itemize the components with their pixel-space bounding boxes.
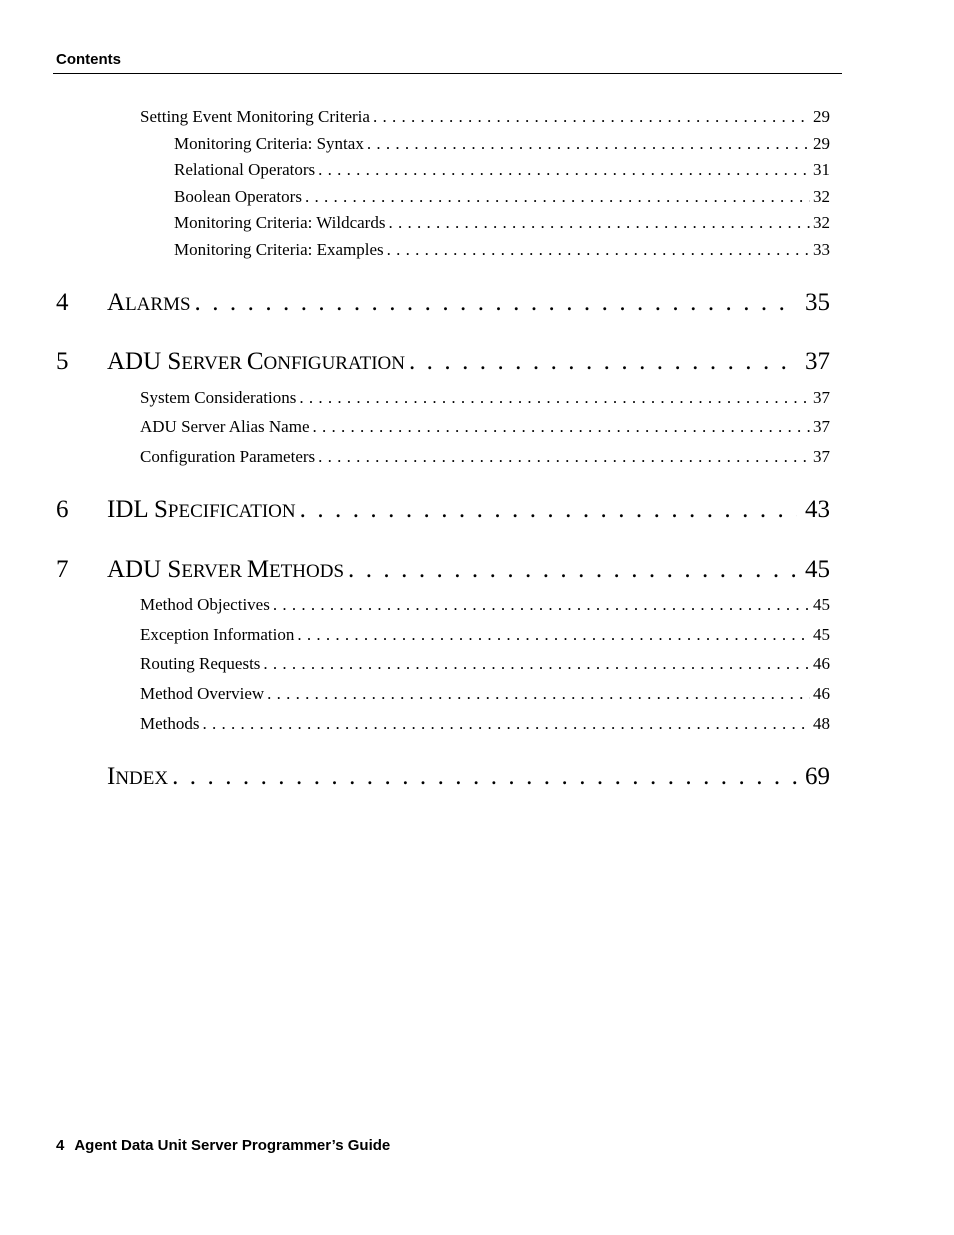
toc-entry-page: 46 <box>813 684 830 703</box>
title-part: ETHODS <box>269 561 345 582</box>
dot-leader <box>299 388 810 408</box>
chapter-number: 7 <box>56 556 69 583</box>
toc-entry-title: Monitoring Criteria: Examples <box>174 240 384 259</box>
toc-entry-page: 29 <box>813 107 830 126</box>
title-part: IDL S <box>107 496 168 523</box>
toc-entry-page: 29 <box>813 134 830 153</box>
dot-leader <box>388 213 810 233</box>
toc-entry-title: ADU Server Alias Name <box>140 417 310 436</box>
toc-chapter-adu-server-methods[interactable] <box>107 556 830 584</box>
title-part: I <box>107 763 116 790</box>
toc-entry-title: Configuration Parameters <box>140 447 316 466</box>
toc-entry-title: Relational Operators <box>174 160 316 179</box>
title-part: ADU S <box>107 348 182 375</box>
toc-entry-monitoring-criteria-wildcards[interactable] <box>174 213 830 233</box>
toc-entry-monitoring-criteria-syntax[interactable] <box>174 134 830 154</box>
toc-entry-title: Method Objectives <box>140 595 270 614</box>
toc-entry-page: 45 <box>813 595 830 614</box>
chapter-number: 5 <box>56 348 69 375</box>
toc-entry-title: Method Overview <box>140 684 265 703</box>
dot-leader <box>267 684 810 704</box>
toc-chapter-page: 35 <box>805 289 830 316</box>
dot-leader <box>300 496 797 524</box>
toc-chapter-title <box>107 763 168 791</box>
dot-leader <box>318 447 810 467</box>
toc-chapter-idl-specification[interactable] <box>107 496 830 524</box>
toc-entry-page: 32 <box>813 187 830 206</box>
dot-leader <box>373 107 810 127</box>
dot-leader <box>263 654 810 674</box>
toc-entry-page: 46 <box>813 654 830 673</box>
toc-entry-method-objectives[interactable] <box>140 595 830 615</box>
toc-chapter-title <box>107 556 344 584</box>
toc-entry-title: Methods <box>140 714 200 733</box>
toc-entry-routing-requests[interactable] <box>140 654 830 674</box>
toc-entry-monitoring-criteria-examples[interactable] <box>174 240 830 260</box>
toc-entry-title: Boolean Operators <box>174 187 302 206</box>
toc-chapter-title <box>107 289 191 317</box>
toc-entry-title: Exception Information <box>140 625 295 644</box>
toc-entry-methods[interactable] <box>140 714 830 734</box>
toc-chapter-adu-server-configuration[interactable] <box>107 348 830 376</box>
chapter-number: 4 <box>56 289 69 316</box>
title-part: ERVER <box>181 353 247 374</box>
header-rule <box>53 73 842 74</box>
title-part: NDEX <box>115 768 169 789</box>
toc-entry-title: Routing Requests <box>140 654 261 673</box>
dot-leader <box>195 289 797 317</box>
title-part: C <box>246 348 264 375</box>
dot-leader <box>305 187 810 207</box>
toc-entry-relational-operators[interactable] <box>174 160 830 180</box>
toc-entry-page: 37 <box>813 388 830 407</box>
toc-entry-title: Monitoring Criteria: Wildcards <box>174 213 386 232</box>
toc-chapter-page: 43 <box>805 496 830 523</box>
footer-title: Agent Data Unit Server Programmer’s Guide <box>74 1137 391 1154</box>
toc-entry-system-considerations[interactable] <box>140 388 830 408</box>
dot-leader <box>297 625 810 645</box>
title-part: M <box>246 556 270 583</box>
toc-entry-page: 31 <box>813 160 830 179</box>
toc-entry-method-overview[interactable] <box>140 684 830 704</box>
toc-entry-page: 37 <box>813 447 830 466</box>
title-part: PECIFICATION <box>167 501 296 522</box>
toc-entry-page: 48 <box>813 714 830 733</box>
toc-entry-title: Monitoring Criteria: Syntax <box>174 134 364 153</box>
dot-leader <box>172 763 797 791</box>
dot-leader <box>367 134 810 154</box>
dot-leader <box>273 595 810 615</box>
dot-leader <box>348 556 797 584</box>
dot-leader <box>313 417 811 437</box>
toc-entry-adu-server-alias-name[interactable] <box>140 417 830 437</box>
dot-leader <box>387 240 810 260</box>
toc-chapter-index[interactable] <box>107 763 830 791</box>
dot-leader <box>203 714 811 734</box>
toc-entry-boolean-operators[interactable] <box>174 187 830 207</box>
toc-entry-page: 32 <box>813 213 830 232</box>
title-part: ADU S <box>107 556 182 583</box>
footer-page-number: 4 <box>56 1137 65 1154</box>
title-part: A <box>107 289 126 316</box>
toc-chapter-title <box>107 348 405 376</box>
title-part: LARMS <box>125 294 191 315</box>
toc-chapter-page: 69 <box>805 763 830 790</box>
toc-entry-setting-event-monitoring-criteria[interactable] <box>140 107 830 127</box>
toc-entry-configuration-parameters[interactable] <box>140 447 830 467</box>
chapter-number: 6 <box>56 496 69 523</box>
dot-leader <box>409 348 797 376</box>
running-header: Contents <box>56 51 121 68</box>
toc-entry-title: System Considerations <box>140 388 297 407</box>
toc-chapter-page: 45 <box>805 556 830 583</box>
toc-chapter-alarms[interactable] <box>107 289 830 317</box>
title-part: ONFIGURATION <box>263 353 405 374</box>
toc-entry-page: 45 <box>813 625 830 644</box>
toc-entry-exception-information[interactable] <box>140 625 830 645</box>
toc-entry-page: 37 <box>813 417 830 436</box>
running-footer <box>56 1137 390 1154</box>
title-part: ERVER <box>181 561 247 582</box>
toc-chapter-title <box>107 496 296 524</box>
toc-entry-title: Setting Event Monitoring Criteria <box>140 107 370 126</box>
toc-entry-page: 33 <box>813 240 830 259</box>
toc-chapter-page: 37 <box>805 348 830 375</box>
dot-leader <box>318 160 810 180</box>
